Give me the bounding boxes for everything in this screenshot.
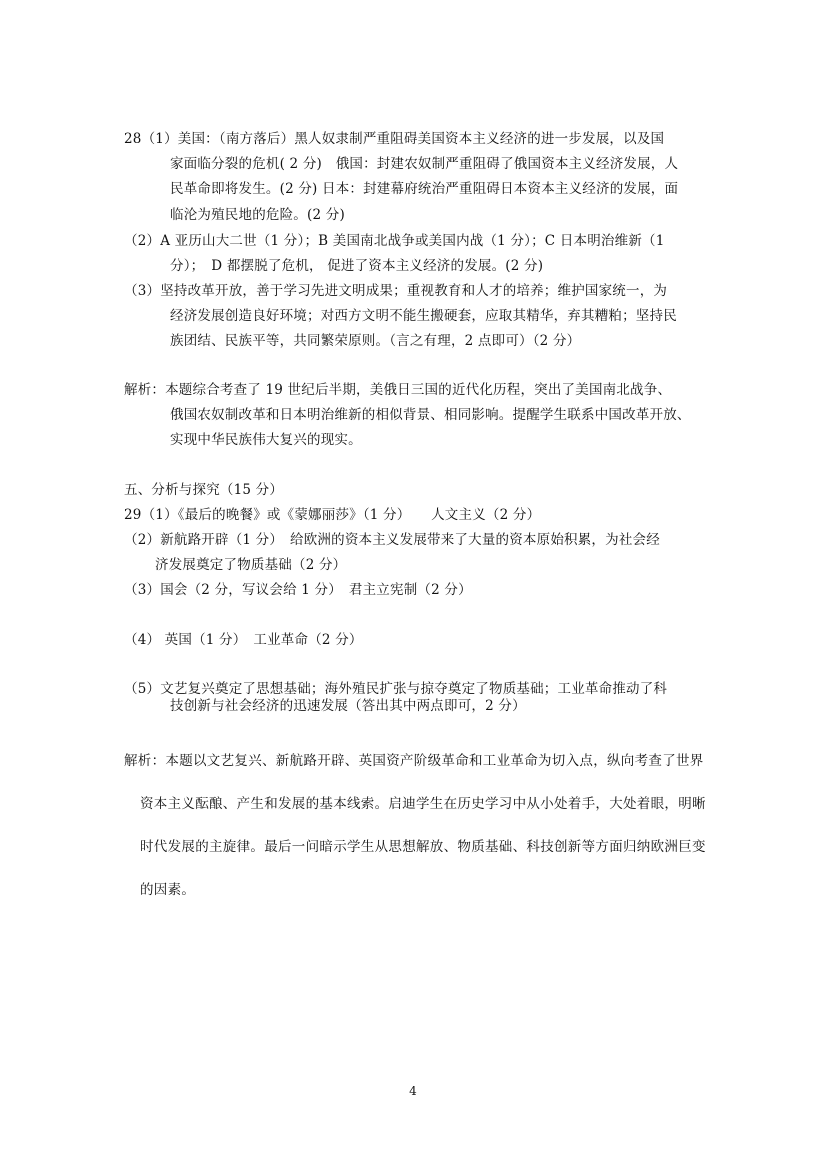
q28-part1-line3: 民革命即将发生。(2 分) 日本：封建幕府统治严重阻碍日本资本主义经济的发展，面 [170,181,679,197]
section5-heading: 五、分析与探究（15 分） [124,482,284,498]
q28-part3-line1: （3）坚持改革开放，善于学习先进文明成果；重视教育和人才的培养；维护国家统一，为 [124,283,668,299]
q29-analysis-line4: 的因素。 [140,882,196,898]
q28-analysis-line3: 实现中华民族伟大复兴的现实。 [170,432,362,448]
q29-part2-line2: 济发展奠定了物质基础（2 分） [155,557,347,573]
q29-part3: （3）国会（2 分，写议会给 1 分） 君主立宪制（2 分） [124,582,472,598]
q29-part5-line2: 技创新与社会经济的迅速发展（答出其中两点即可，2 分） [170,698,526,714]
q28-part2-line2: 分）； D 都摆脱了危机， 促进了资本主义经济的发展。(2 分) [170,258,544,274]
q29-part5-line1: （5）文艺复兴奠定了思想基础；海外殖民扩张与掠夺奠定了物质基础；工业革命推动了科 [124,681,668,697]
q28-part1-line1: 28（1）美国：（南方落后）黑人奴隶制严重阻碍美国资本主义经济的进一步发展，以及国 [124,131,665,147]
page-number: 4 [409,1084,417,1098]
q29-part4: （4） 英国（1 分） 工业革命（2 分） [124,632,363,648]
q28-part3-line3: 族团结、民族平等，共同繁荣原则。（言之有理，2 点即可）（2 分） [170,333,581,349]
q29-part2-line1: （2）新航路开辟（1 分） 给欧洲的资本主义发展带来了大量的资本原始积累，为社会经 [124,532,660,548]
q28-part1-line2: 家面临分裂的危机( 2 分) 俄国：封建农奴制严重阻碍了俄国资本主义经济发展，人 [170,156,679,172]
q28-part3-line2: 经济发展创造良好环境；对西方文明不能生搬硬套，应取其精华，弃其糟粕；坚持民 [170,308,677,324]
q29-analysis-line1: 解析：本题以文艺复兴、新航路开辟、英国资产阶级革命和工业革命为切入点，纵向考查了世界 [124,753,704,769]
q29-analysis-line3: 时代发展的主旋律。最后一问暗示学生从思想解放、物质基础、科技创新等方面归纳欧洲巨变 [140,839,706,855]
q29-analysis-line2: 资本主义酝酿、产生和发展的基本线索。启迪学生在历史学习中从小处着手，大处着眼，明晰 [140,796,706,812]
q28-part1-line4: 临沦为殖民地的危险。(2 分) [170,207,345,223]
q28-analysis-line2: 俄国农奴制改革和日本明治维新的相似背景、相同影响。提醒学生联系中国改革开放、 [170,407,691,423]
q28-part2-line1: （2）A 亚历山大二世（1 分）；B 美国南北战争或美国内战（1 分）；C 日本明治维新（1 [124,233,665,249]
q28-analysis-line1: 解析：本题综合考查了 19 世纪后半期，美俄日三国的近代化历程，突出了美国南北战争、 [124,382,672,398]
q29-part1: 29（1）《最后的晚餐》或《蒙娜丽莎》（1 分） 人文主义（2 分） [124,507,541,523]
